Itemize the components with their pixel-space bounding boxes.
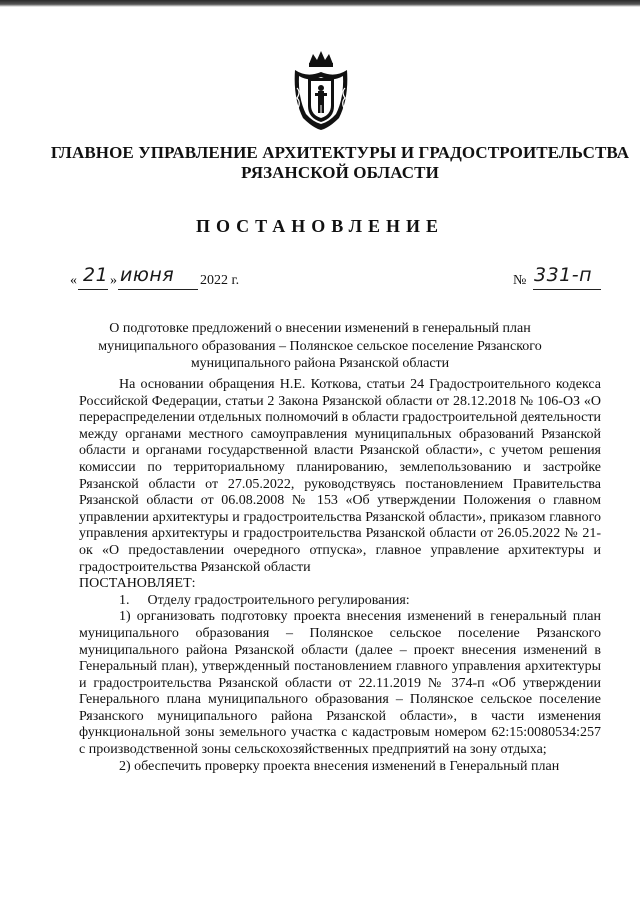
item-1-text: Отделу градостроительного регулирования: <box>147 592 410 608</box>
document-date <box>70 264 290 290</box>
subitem-2-paragraph: 2) обеспечить проверку проекта внесения изменений в Генеральный план <box>119 758 560 774</box>
item-1-number: 1. <box>119 592 130 608</box>
date-close-quote: » <box>110 273 117 288</box>
date-day-handwritten: 21 <box>83 264 109 286</box>
decree-word: ПОСТАНОВЛЯЕТ: <box>79 576 196 592</box>
document-subject: О подготовке предложений о внесении изменений в генеральный план муниципального образования – Полянское сельское поселение Рязанского муниципального района Рязанской области <box>98 321 542 371</box>
date-year: 2022 г. <box>200 273 240 288</box>
organization-name-line2: РЯЗАНСКОЙ ОБЛАСТИ <box>241 163 439 182</box>
organization-name-line1: ГЛАВНОЕ УПРАВЛЕНИЕ АРХИТЕКТУРЫ И ГРАДОСТРОИТЕЛЬСТВА <box>50 143 630 162</box>
number-value-handwritten: 331-п <box>534 264 593 286</box>
scan-edge <box>0 0 640 7</box>
subitem-1-paragraph: 1) организовать подготовку проекта внесения изменений в генеральный план муниципального образования – Полянское сельское поселение Рязанского муниципального района Рязанской области (далее – проект внесения изменений в Генеральный план), утвержденный постановлением главного управления архитектуры и градостроительства Рязанской области от 22.11.2019 № 374-п «Об утверждении Генерального плана муниципального образования – Полянское сельское поселение Рязанского муниципального района Рязанской области», в части изменения функциональной зоны земельного участка с кадастровым номером 62:15:0080534:257 с производственной зоны сельскохозяйственных предприятий на зону отдыха; <box>79 609 601 758</box>
item-1 <box>79 593 601 610</box>
date-month-underline <box>118 289 198 290</box>
number-sign: № <box>513 273 527 288</box>
document-number <box>513 264 603 290</box>
number-underline <box>533 289 601 290</box>
date-day-underline <box>78 289 108 290</box>
date-month-handwritten: июня <box>120 264 175 286</box>
coat-of-arms-emblem <box>289 48 353 132</box>
document-type-title: ПОСТАНОВЛЕНИЕ <box>195 216 445 236</box>
preamble-paragraph: На основании обращения Н.Е. Коткова, статьи 24 Градостроительного кодекса Российской Федерации, статьи 2 Закона Рязанской области от 28.12.2018 № 106-ОЗ «О перераспределении отдельных полномочий в области градостроительной деятельности между органами местного самоуправления муниципальных образований Рязанской области и органами государственной власти Рязанской области», с учетом решения комиссии по территориальному планированию, землепользованию и застройке Рязанской области от 27.05.2022, руководствуясь постановлением Правительства Рязанской области от 06.08.2008 № 153 «Об утверждении Положения о главном управлении архитектуры и градостроительства Рязанской области», приказом главного управления архитектуры и градостроительства Рязанской области от 26.05.2022 № 21-ок «О предоставлении очередного отпуска», главное управление архитектуры и градостроительства Рязанской области <box>79 377 601 575</box>
date-open-quote: « <box>70 273 77 288</box>
document-body <box>79 377 601 775</box>
